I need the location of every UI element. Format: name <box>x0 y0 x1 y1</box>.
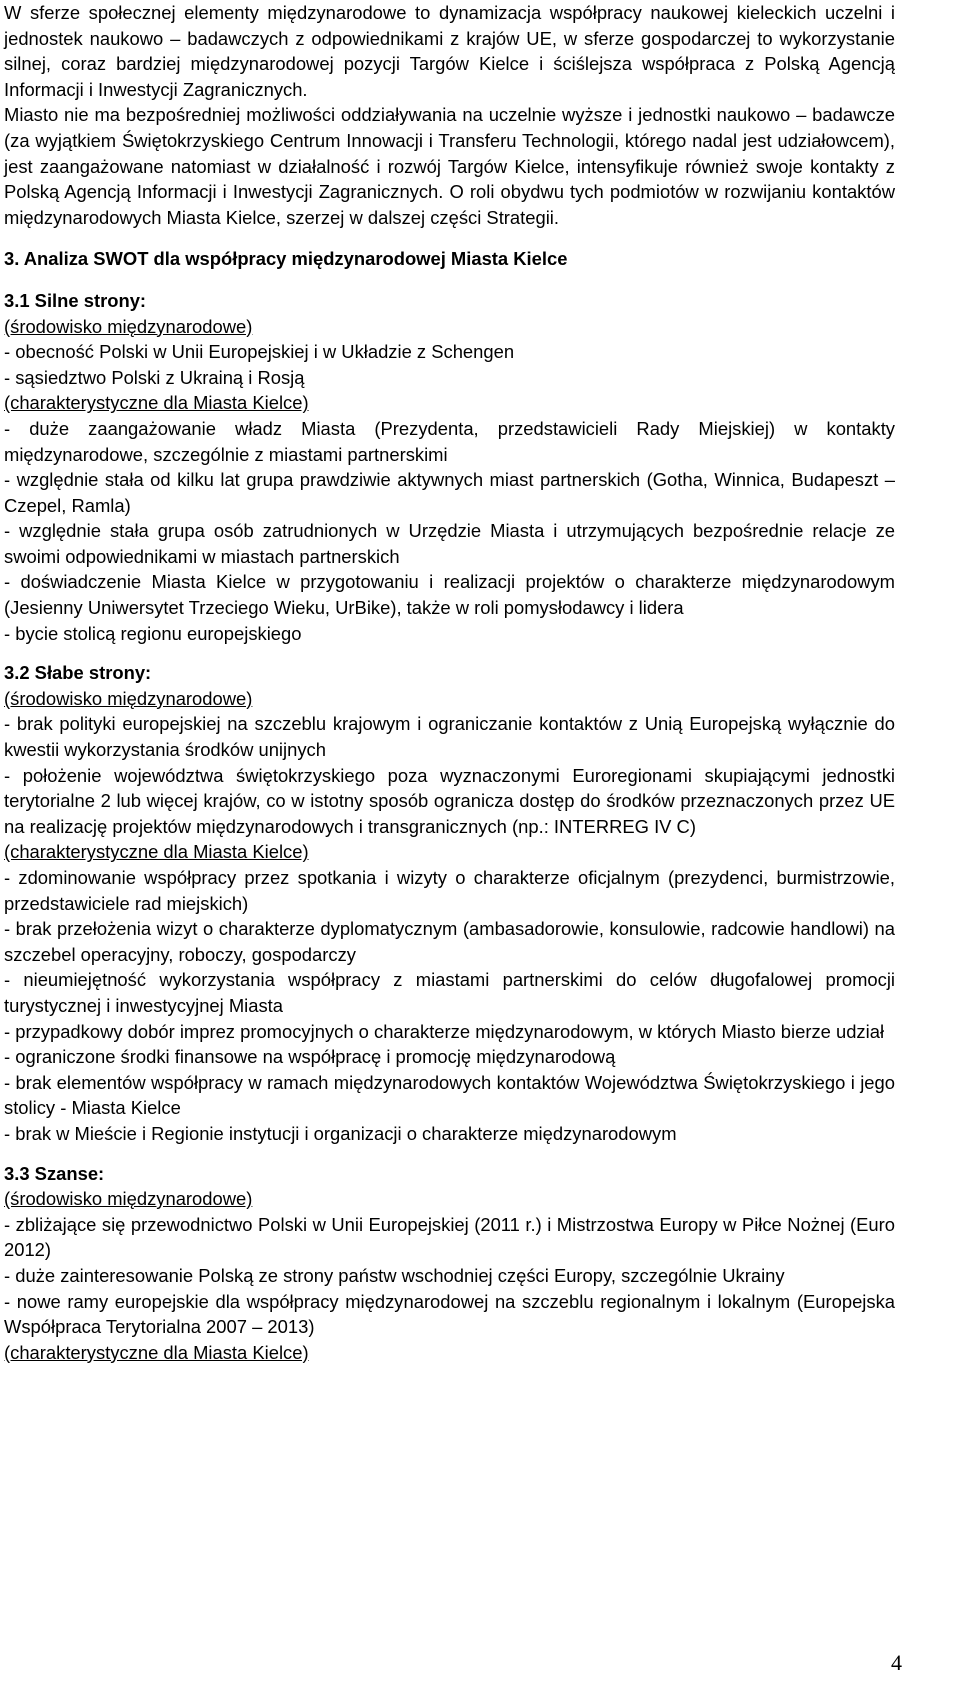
weaknesses-heading: 3.2 Słabe strony: <box>4 662 152 684</box>
document-body <box>4 0 895 1365</box>
list-item: - względnie stała grupa osób zatrudnionych w Urzędzie Miasta i utrzymujących bezpośrednie relacje ze swoimi odpowiednikami w miastach partnerskich <box>4 520 895 567</box>
opportunities-heading: 3.3 Szanse: <box>4 1162 105 1184</box>
list-item: - bycie stolicą regionu europejskiego <box>4 622 302 644</box>
list-item: - położenie województwa świętokrzyskiego poza wyznaczonymi Euroregionami skupiającymi jednostki terytorialne 2 lub więcej krajów, co w istotny sposób ogranicza dostęp do środków przeznaczonych przez UE na realizację projektów międzynarodowych i transgranicznych (np.: INTERREG IV C) <box>4 764 895 837</box>
list-item: - przypadkowy dobór imprez promocyjnych o charakterze międzynarodowym, w których Miasto bierze udział <box>4 1020 885 1042</box>
list-item: - doświadczenie Miasta Kielce w przygotowaniu i realizacji projektów o charakterze międzynarodowym (Jesienny Uniwersytet Trzeciego Wieku, UrBike), także w roli pomysłodawcy i lidera <box>4 571 895 619</box>
list-item: - obecność Polski w Unii Europejskiej i w Układzie z Schengen <box>4 341 515 363</box>
list-item: - duże zainteresowanie Polską ze strony państw wschodniej części Europy, szczególnie Ukrainy <box>4 1264 785 1286</box>
strengths-city-label: (charakterystyczne dla Miasta Kielce) <box>4 392 309 414</box>
section-title: 3. Analiza SWOT dla współpracy międzynarodowej Miasta Kielce <box>4 248 568 270</box>
list-item: - sąsiedztwo Polski z Ukrainą i Rosją <box>4 366 305 388</box>
weaknesses-env-label: (środowisko międzynarodowe) <box>4 687 253 709</box>
list-item: - zdominowanie współpracy przez spotkania i wizyty o charakterze oficjalnym (prezydenci, burmistrzowie, przedstawiciele rad miejskich) <box>4 867 895 914</box>
list-item: - względnie stała od kilku lat grupa prawdziwie aktywnych miast partnerskich (Gotha, Winnica, Budapeszt – Czepel, Ramla) <box>4 469 895 516</box>
weaknesses-city-label: (charakterystyczne dla Miasta Kielce) <box>4 841 309 863</box>
strengths-env-label: (środowisko międzynarodowe) <box>4 315 253 337</box>
list-item: - brak przełożenia wizyt o charakterze dyplomatycznym (ambasadorowie, konsulowie, radcowie handlowi) na szczebel operacyjny, roboczy, gospodarczy <box>4 918 895 965</box>
list-item: - brak elementów współpracy w ramach międzynarodowych kontaktów Województwa Świętokrzyskiego i jego stolicy - Miasta Kielce <box>4 1071 895 1119</box>
strengths-heading: 3.1 Silne strony: <box>4 289 147 311</box>
list-item: - nowe ramy europejskie dla współpracy międzynarodowej na szczeblu regionalnym i lokalnym (Europejska Współpraca Terytorialna 2007 – 2013) <box>4 1290 895 1338</box>
intro-paragraph-1: W sferze społecznej elementy międzynarodowe to dynamizacja współpracy naukowej kieleckich uczelni i jednostek naukowo – badawczych z odpowiednikami z krajów UE, w sferze gospodarczej to wykorzystanie silnej, coraz bardziej międzynarodowej pozycji Targów Kielce i ściślejsza współpraca z Polską Agencją Informacji i Inwestycji Zagranicznych. <box>4 2 895 100</box>
list-item: - brak w Mieście i Regionie instytucji i organizacji o charakterze międzynarodowym <box>4 1122 677 1144</box>
opportunities-env-label: (środowisko międzynarodowe) <box>4 1188 253 1210</box>
list-item: - nieumiejętność wykorzystania współpracy z miastami partnerskimi do celów długofalowej promocji turystycznej i inwestycyjnej Miasta <box>4 969 895 1016</box>
opportunities-city-label: (charakterystyczne dla Miasta Kielce) <box>4 1341 309 1363</box>
list-item: - duże zaangażowanie władz Miasta (Prezydenta, przedstawicieli Rady Miejskiej) w kontakty międzynarodowe, szczególnie z miastami partnerskimi <box>4 417 895 465</box>
list-item: - zbliżające się przewodnictwo Polski w Unii Europejskiej (2011 r.) i Mistrzostwa Europy w Piłce Nożnej (Euro 2012) <box>4 1213 895 1261</box>
list-item: - brak polityki europejskiej na szczeblu krajowym i ograniczanie kontaktów z Unią Europejską wyłącznie do kwestii wykorzystania środków unijnych <box>4 713 895 761</box>
page-number: 4 <box>891 1650 902 1675</box>
intro-paragraph-2: Miasto nie ma bezpośredniej możliwości oddziaływania na uczelnie wyższe i jednostki naukowo – badawcze (za wyjątkiem Świętokrzyskiego Centrum Innowacji i Transferu Technologii, którego nadal jest udziałowcem), jest zaangażowane natomiast w działalność i rozwój Targów Kielce, intensyfikuje również swoje kontakty z Polską Agencją Informacji i Inwestycji Zagranicznych. O roli obydwu tych podmiotów w rozwijaniu kontaktów międzynarodowych Miasta Kielce, szerzej w dalszej części Strategii. <box>4 104 895 228</box>
list-item: - ograniczone środki finansowe na współpracę i promocję międzynarodową <box>4 1046 616 1068</box>
